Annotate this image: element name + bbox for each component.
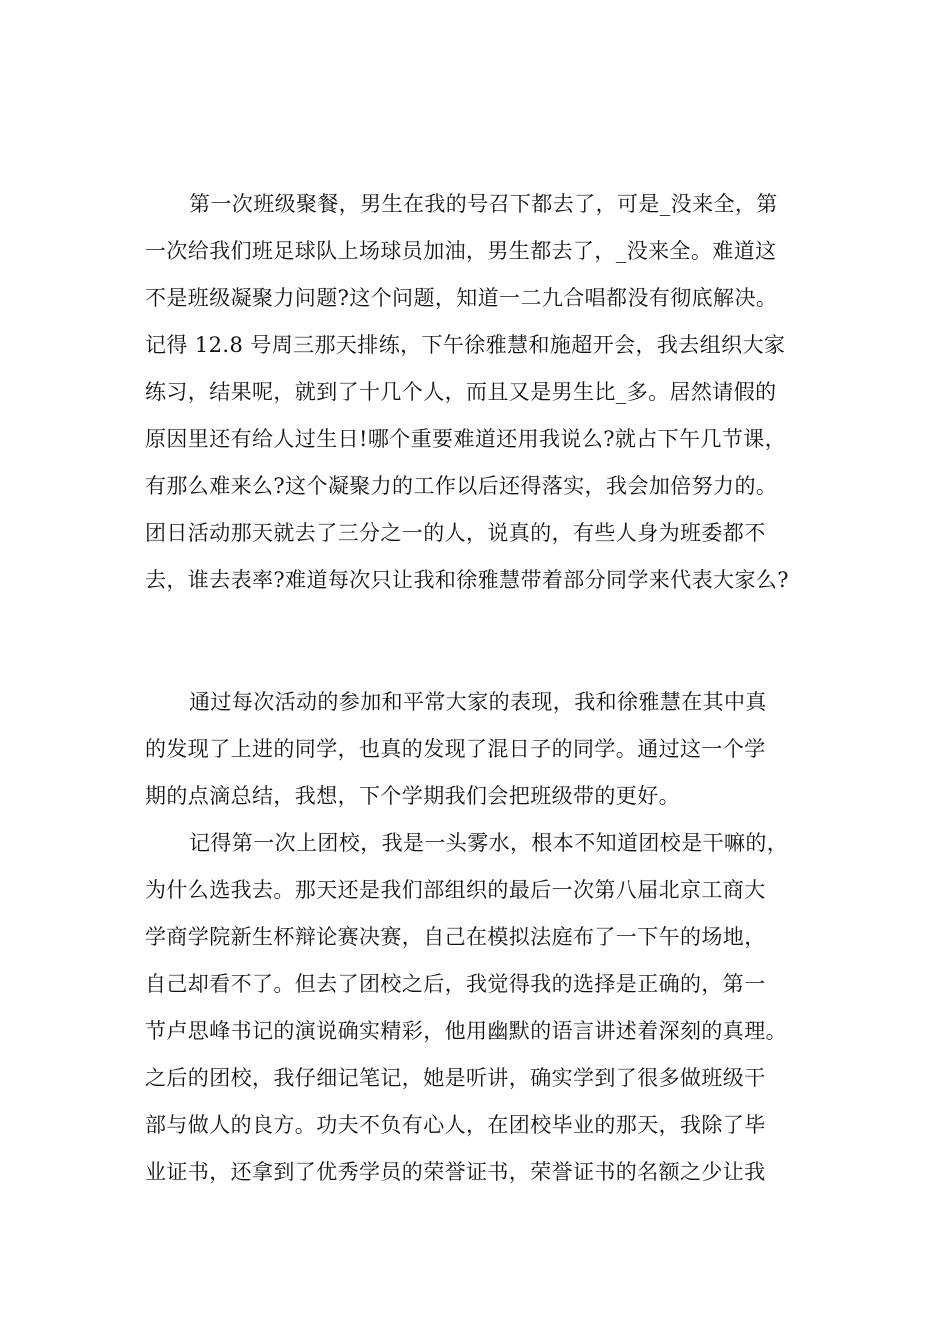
text-line: 通过每次活动的参加和平常大家的表现，我和徐雅慧在其中真 <box>189 690 767 714</box>
text-line: 记得第一次上团校，我是一头雾水，根本不知道团校是干嘛的， <box>189 831 789 855</box>
paragraph-class-cohesion <box>145 181 825 604</box>
text-line: 自己却看不了。但去了团校之后，我觉得我的选择是正确的，第一 <box>145 972 766 996</box>
text-line: 不是班级凝聚力问题?这个问题，知道一二九合唱都没有彻底解决。 <box>145 286 778 310</box>
text-line: 之后的团校，我仔细记笔记，她是听讲，确实学到了很多做班级干 <box>145 1066 766 1090</box>
text-line: 第一次班级聚餐，男生在我的号召下都去了，可是_没来全，第 <box>189 192 778 216</box>
text-line: 期的点滴总结，我想，下个学期我们会把班级带的更好。 <box>145 784 680 808</box>
text-line: 有那么难来么?这个凝聚力的工作以后还得落实，我会加倍努力的。 <box>145 474 778 498</box>
text-line: 去，谁去表率?难道每次只让我和徐雅慧带着部分同学来代表大家么? <box>145 568 789 592</box>
text-line: 练习，结果呢，就到了十几个人，而且又是男生比_多。居然请假的 <box>145 380 777 404</box>
text-line: 节卢思峰书记的演说确实精彩，他用幽默的语言讲述着深刻的真理。 <box>145 1019 787 1043</box>
text-line: 的发现了上进的同学，也真的发现了混日子的同学。通过这一个学 <box>145 737 766 761</box>
text-line: 为什么选我去。那天还是我们部组织的最后一次第八届北京工商大 <box>145 878 766 902</box>
paragraph-league-school <box>145 820 825 1196</box>
text-line: 业证书，还拿到了优秀学员的荣誉证书，荣誉证书的名额之少让我 <box>145 1160 766 1184</box>
text-line: 一次给我们班足球队上场球员加油，男生都去了，_没来全。难道这 <box>145 239 777 263</box>
text-line: 部与做人的良方。功夫不负有心人，在团校毕业的那天，我除了毕 <box>145 1113 766 1137</box>
text-line: 学商学院新生杯辩论赛决赛，自己在模拟法庭布了一下午的场地， <box>145 925 766 949</box>
text-line: 原因里还有给人过生日!哪个重要难道还用我说么?就占下午几节课， <box>145 427 787 451</box>
text-line: 团日活动那天就去了三分之一的人，说真的，有些人身为班委都不 <box>145 521 766 545</box>
text-line: 记得 12.8 号周三那天排练，下午徐雅慧和施超开会，我去组织大家 <box>145 333 786 357</box>
paragraph-semester-summary <box>145 679 825 820</box>
